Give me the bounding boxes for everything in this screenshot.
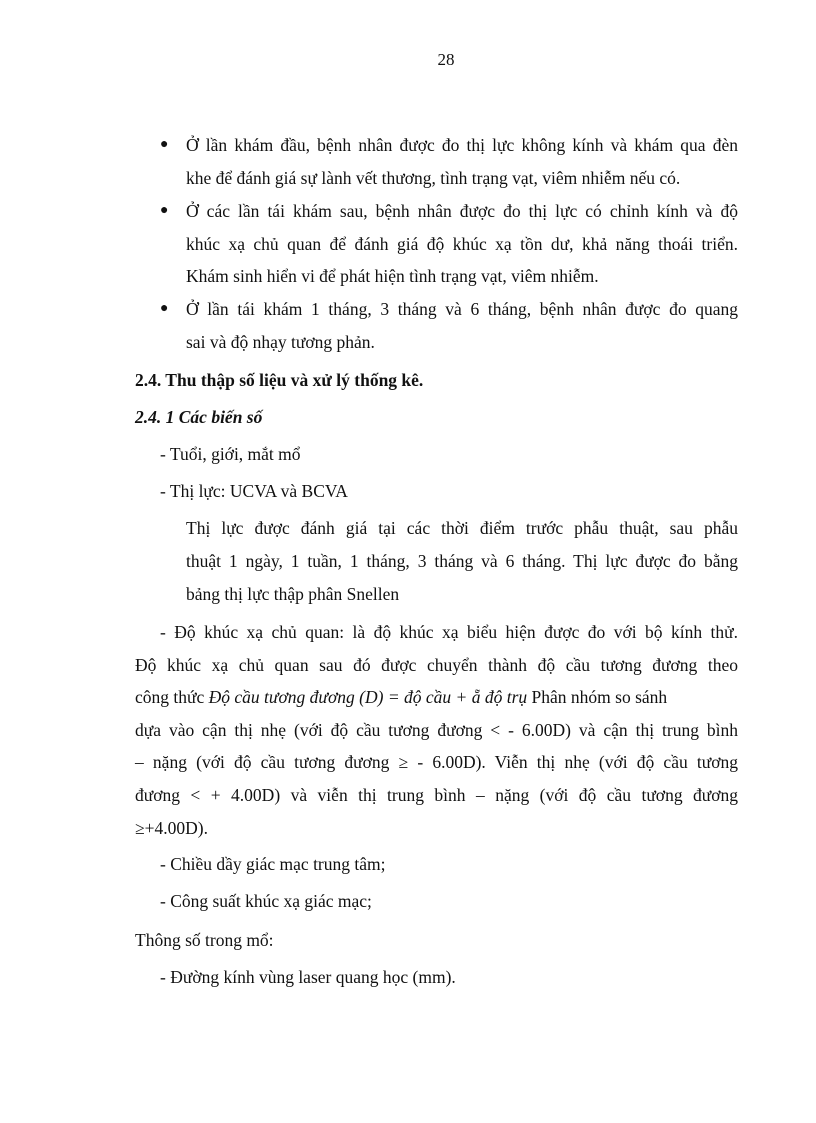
bullet-icon: ●	[160, 203, 169, 218]
intraop-label: Thông số trong mổ:	[135, 930, 274, 950]
formula-suffix: Phân nhóm so sánh	[527, 687, 668, 707]
item-laser: - Đường kính vùng laser quang học (mm).	[160, 967, 456, 987]
subsection-heading: 2.4. 1 Các biến số	[135, 407, 263, 427]
bullet-1-line-1: Ở lần khám đầu, bệnh nhân được đo thị lực không kính và khám qua đèn	[186, 135, 738, 155]
bullet-icon: ●	[160, 137, 169, 152]
va-para-line-3: bảng thị lực thập phân Snellen	[186, 584, 400, 604]
va-para-line-1: Thị lực được đánh giá tại các thời điểm trước phẫu thuật, sau phẫu	[186, 518, 738, 538]
page-number: 28	[437, 50, 455, 69]
bullet-2-line-2: khúc xạ chủ quan để đánh giá độ khúc xạ tồn dư, khả năng thoái triển.	[186, 234, 738, 254]
refraction-line-4: dựa vào cận thị nhẹ (với độ cầu tương đương < - 6.00D) và cận thị trung bình	[135, 720, 738, 740]
bullet-icon: ●	[160, 301, 169, 316]
refraction-line-6: đương < + 4.00D) và viễn thị trung bình – nặng (với độ cầu tương đương	[135, 785, 738, 805]
refraction-line-1: - Độ khúc xạ chủ quan: là độ khúc xạ biểu hiện được đo với bộ kính thử.	[160, 622, 738, 642]
bullet-1-line-2: khe để đánh giá sự lành vết thương, tình trạng vạt, viêm nhiễm nếu có.	[186, 168, 681, 188]
section-heading: 2.4. Thu thập số liệu và xử lý thống kê.	[135, 370, 424, 390]
formula: Độ cầu tương đương (D) = độ cầu + ẵ độ trụ	[208, 687, 528, 707]
formula-prefix: công thức	[135, 687, 209, 707]
bullet-2-line-1: Ở các lần tái khám sau, bệnh nhân được đo thị lực có chỉnh kính và độ	[186, 201, 738, 221]
bullet-3-line-2: sai và độ nhạy tương phản.	[186, 332, 375, 352]
va-para-line-2: thuật 1 ngày, 1 tuần, 1 tháng, 3 tháng và 6 tháng. Thị lực được đo bằng	[186, 551, 738, 571]
refraction-line-7: ≥+4.00D).	[135, 818, 208, 838]
bullet-3-line-1: Ở lần tái khám 1 tháng, 3 tháng và 6 tháng, bệnh nhân được đo quang	[186, 299, 738, 319]
item-age: - Tuổi, giới, mắt mổ	[160, 444, 301, 464]
refraction-line-5: – nặng (với độ cầu tương đương ≥ - 6.00D). Viễn thị nhẹ (với độ cầu tương	[135, 752, 738, 772]
refraction-line-3	[135, 686, 667, 708]
item-cct: - Chiều dầy giác mạc trung tâm;	[160, 854, 386, 874]
refraction-line-2: Độ khúc xạ chủ quan sau đó được chuyển thành độ cầu tương đương theo	[135, 655, 738, 675]
item-power: - Công suất khúc xạ giác mạc;	[160, 891, 372, 911]
bullet-2-line-3: Khám sinh hiển vi để phát hiện tình trạng vạt, viêm nhiễm.	[186, 266, 599, 286]
item-va: - Thị lực: UCVA và BCVA	[160, 481, 348, 501]
